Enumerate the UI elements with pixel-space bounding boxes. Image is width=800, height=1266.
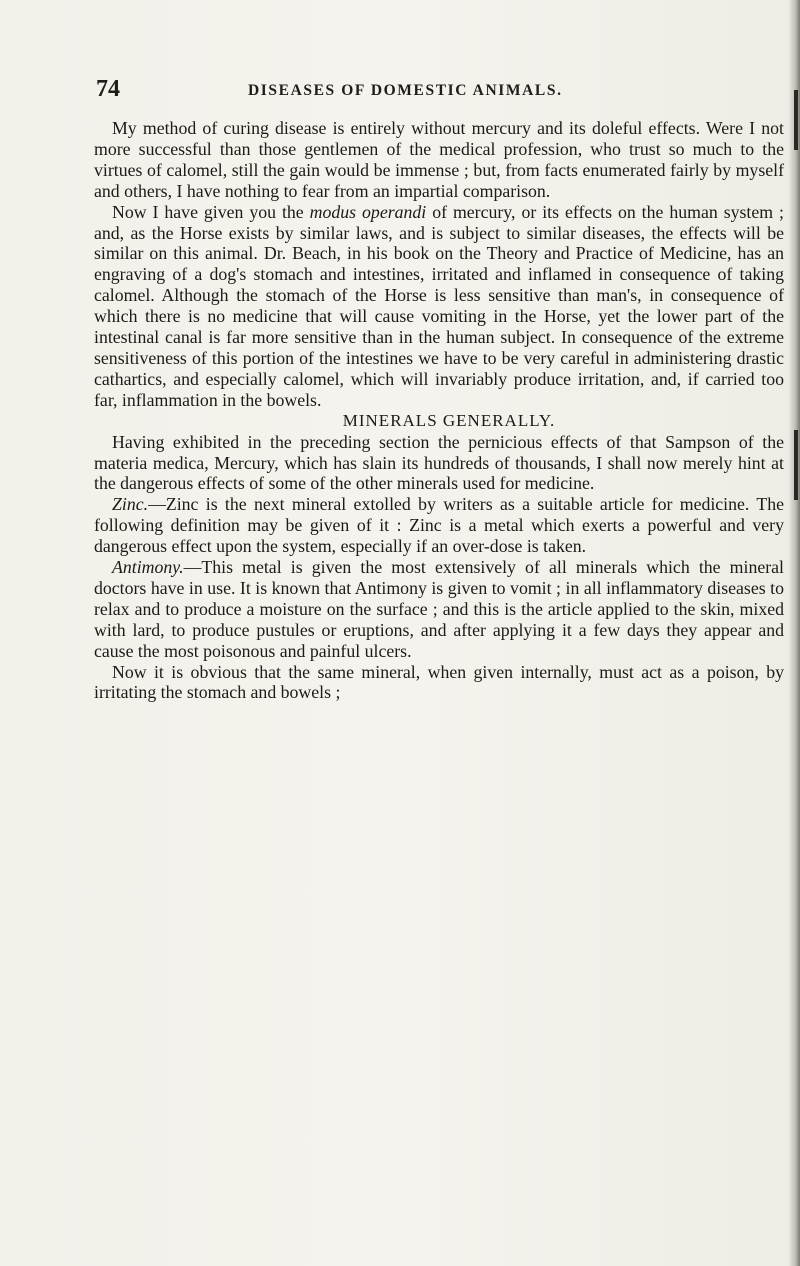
zinc-heading: Zinc. xyxy=(112,494,149,515)
paragraph-1: My method of curing disease is entirely without mercury and its doleful effects. Were I not more successful than those gentlemen of the medical profession, who trust so much to the virtues of calomel, still the gain would be immense ; but, from facts enumerated fairly by myself and others, I have nothing to fear from an impartial comparison. xyxy=(94,118,784,201)
page-edge-shadow xyxy=(788,0,800,1266)
paragraph-2-rest: of mercury, or its effects on the human system ; and, as the Horse exists by similar laws, and is subject to similar diseases, the effects will be similar on this animal. Dr. Beach, in his book on the Theory and Practice of Medicine, has an engraving of a dog's stomach and intestines, irritated and inflamed in consequence of taking calomel. Although the stomach of the Horse is less sensitive than man's, in consequence of which there is no medicine that will cause vomiting in the Horse, yet the lower part of the intestinal canal is far more sensitive than in the human subject. In consequence of the extreme sensitiveness of this portion of the intestines we have to be very careful in administering drastic cathartics, and especially calomel, which will invariably produce irritation, and, if carried too far, inflammation in the bowels. xyxy=(94,201,784,410)
paragraph-5 xyxy=(94,557,784,662)
italic-phrase: modus operandi xyxy=(309,201,427,222)
paragraph-3: Having exhibited in the preceding section the pernicious effects of that Sampson of the materia medica, Mercury, which has slain its hundreds of thousands, I shall now merely hint at the dangerous effects of some of the other minerals used for medicine. xyxy=(94,431,784,494)
paragraph-4-rest: —Zinc is the next mineral extolled by writers as a suitable article for medicine. The following definition may be given of it : Zinc is a metal which exerts a powerful and very dangerous effect upon the system, especially if an over-dose is taken. xyxy=(94,494,784,557)
paragraph-2-start: Now I have given you the xyxy=(112,201,310,222)
body-text xyxy=(94,118,784,703)
antimony-heading: Antimony. xyxy=(112,557,184,578)
page-number: 74 xyxy=(96,76,120,102)
paragraph-5-rest: —This metal is given the most extensively of all minerals which the mineral doctors have in use. It is known that Antimony is given to vomit ; in all inflammatory diseases to relax and to produce a moisture on the surface ; and this is the article applied to the skin, mixed with lard, to produce pustules or eruptions, and after applying it a few days they appear and cause the most poisonous and painful ulcers. xyxy=(94,557,784,661)
page-edge-mark xyxy=(794,90,798,150)
running-head: DISEASES OF DOMESTIC ANIMALS. xyxy=(248,82,563,99)
page-header xyxy=(96,76,786,106)
page-edge-mark xyxy=(794,430,798,500)
paragraph-6: Now it is obvious that the same mineral, when given internally, must act as a poison, by irritating the stomach and bowels ; xyxy=(94,661,784,703)
paragraph-4 xyxy=(94,494,784,557)
section-heading: MINERALS GENERALLY. xyxy=(342,410,556,430)
paragraph-2 xyxy=(94,202,784,411)
